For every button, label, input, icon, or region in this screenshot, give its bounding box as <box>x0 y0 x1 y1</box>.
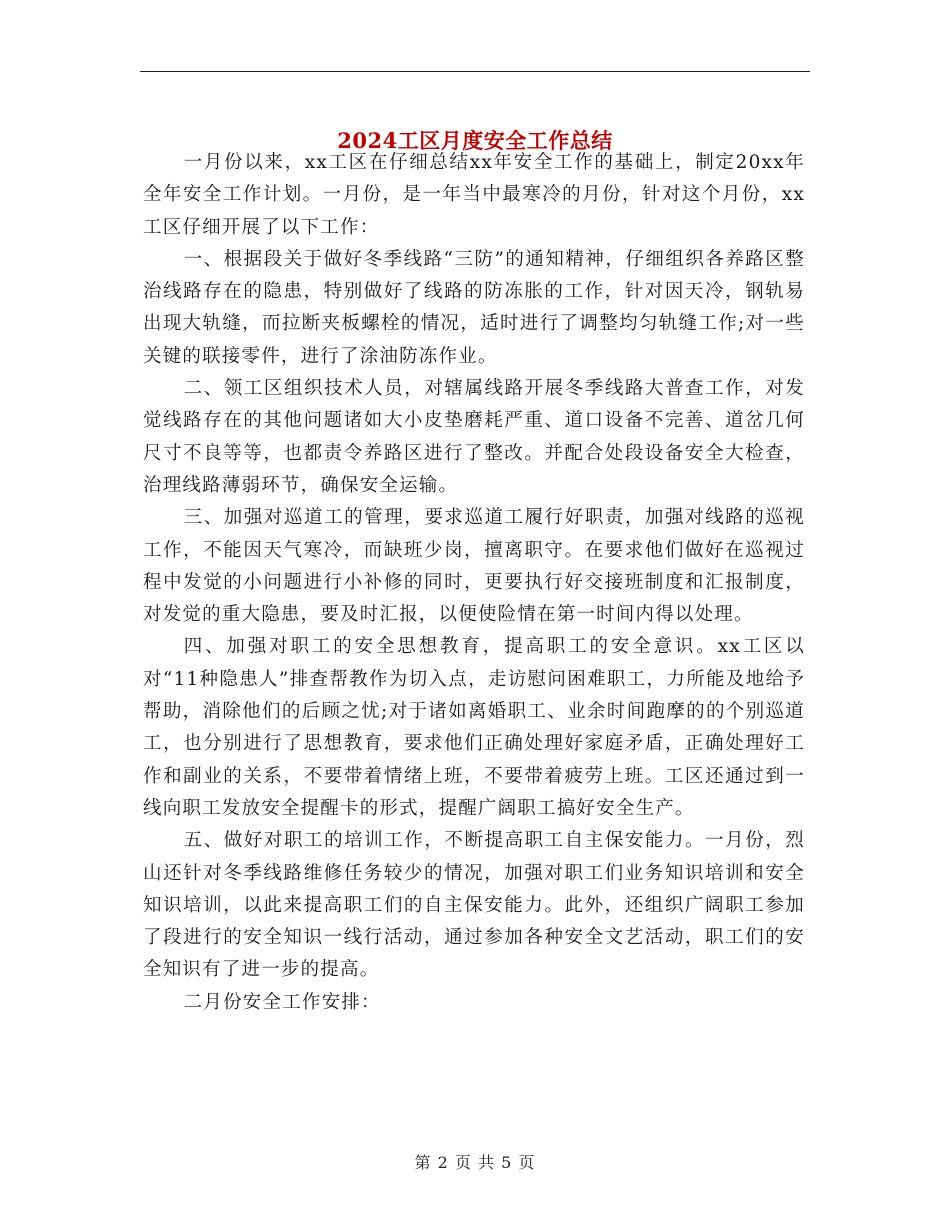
document-body <box>143 147 805 1019</box>
paragraph-intro: 一月份以来，xx工区在仔细总结xx年安全工作的基础上，制定20xx年全年安全工作计划。一月份，是一年当中最寒冷的月份，针对这个月份，xx工区仔细开展了以下工作： <box>143 152 805 238</box>
paragraph-item-5: 五、做好对职工的培训工作，不断提高职工自主保安能力。一月份，烈山还针对冬季线路维修任务较少的情况，加强对职工们业务知识培训和安全知识培训，以此来提高职工们的自主保安能力。此外，还组织广阔职工参加了段进行的安全知识一线行活动，通过参加各种安全文艺活动，职工们的安全知识有了进一步的提高。 <box>143 830 805 981</box>
document-title: 2024工区月度安全工作总结 <box>337 128 613 154</box>
page-number-footer: 第 2 页 共 5 页 <box>414 1153 536 1172</box>
paragraph-item-1: 一、根据段关于做好冬季线路“三防”的通知精神，仔细组织各养路区整治线路存在的隐患，特别做好了线路的防冻胀的工作，针对因天冷，钢轨易出现大轨缝，而拉断夹板螺栓的情况，适时进行了调整均匀轨缝工作;对一些关键的联接零件，进行了涂油防冻作业。 <box>143 248 805 367</box>
paragraph-item-3: 三、加强对巡道工的管理，要求巡道工履行好职责，加强对线路的巡视工作，不能因天气寒冷，而缺班少岗，擅离职守。在要求他们做好在巡视过程中发觉的小问题进行小补修的同时，更要执行好交接班制度和汇报制度，对发觉的重大隐患，要及时汇报，以便使险情在第一时间内得以处理。 <box>143 507 805 626</box>
paragraph-item-4: 四、加强对职工的安全思想教育，提高职工的安全意识。xx工区以对“11种隐患人”排查帮教作为切入点，走访慰问困难职工，力所能及地给予帮助，消除他们的后顾之忧;对于诸如离婚职工、业余时间跑摩的的个别巡道工，也分别进行了思想教育，要求他们正确处理好家庭矛盾，正确处理好工作和副业的关系，不要带着情绪上班，不要带着疲劳上班。工区还通过到一线向职工发放安全提醒卡的形式，提醒广阔职工搞好安全生产。 <box>143 636 805 819</box>
header-rule <box>140 71 810 72</box>
paragraph-february-heading: 二月份安全工作安排： <box>183 991 381 1013</box>
paragraph-item-2: 二、领工区组织技术人员，对辖属线路开展冬季线路大普查工作，对发觉线路存在的其他问题诸如大小皮垫磨耗严重、道口设备不完善、道岔几何尺寸不良等等，也都责令养路区进行了整改。并配合处段设备安全大检查，治理线路薄弱环节，确保安全运输。 <box>143 378 805 496</box>
